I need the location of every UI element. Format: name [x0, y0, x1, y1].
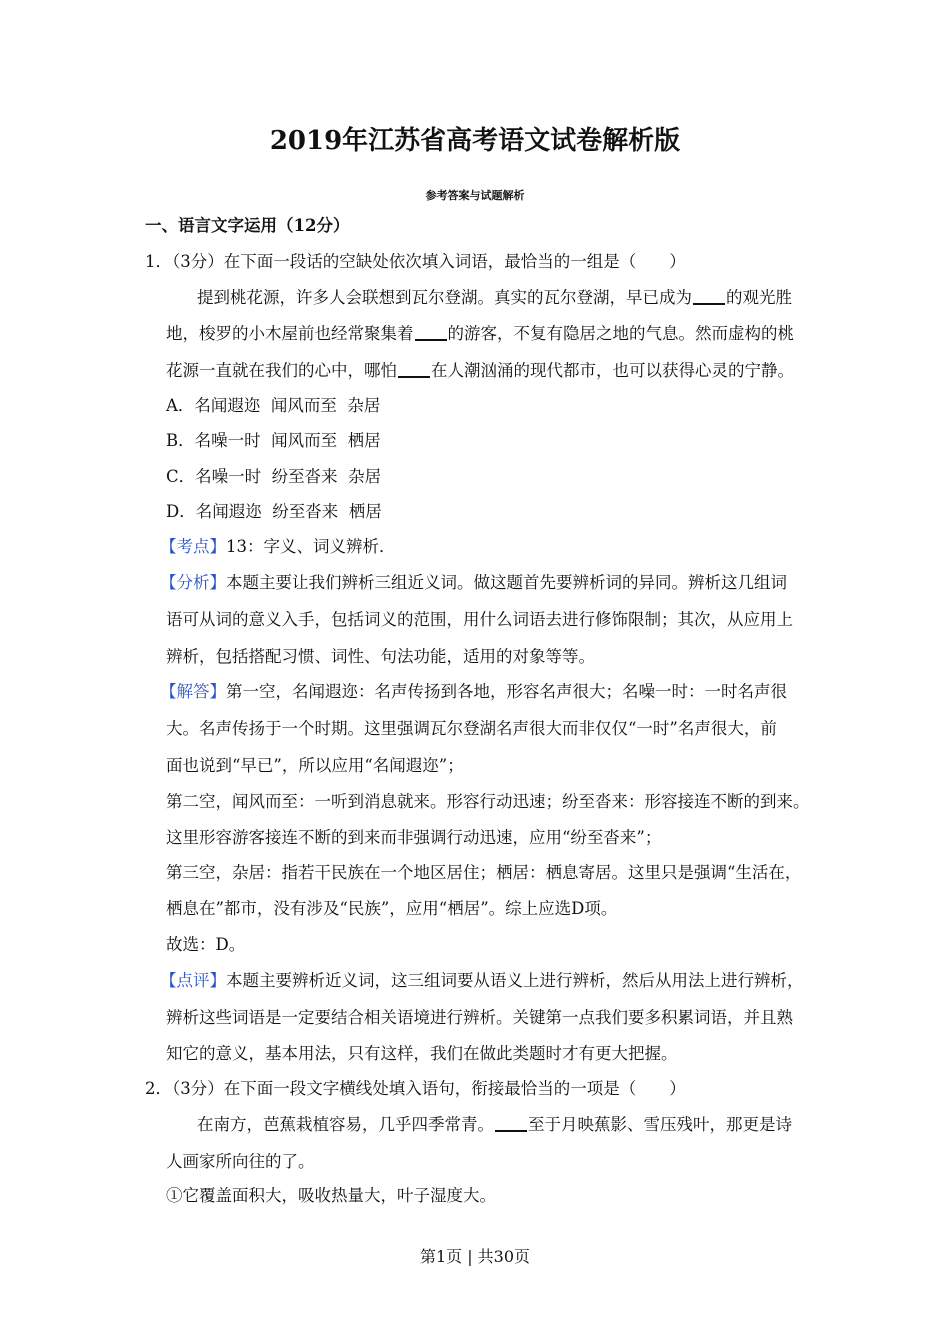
text: 至于月映蕉影、雪压残叶，那更是诗 — [528, 1115, 792, 1134]
jieda-line: 面也说到“早已”，所以应用“名闻遐迩”； — [166, 756, 464, 775]
option-d: D．名闻遐迩 纷至沓来 栖居 — [166, 502, 382, 521]
document-title: 2019年江苏省高考语文试卷解析版 — [269, 126, 681, 156]
fenxi-line: 语可从词的意义入手，包括词义的范围，用什么词语去进行修饰限制；其次，从应用上 — [166, 610, 793, 629]
answer-line: 故选：D。 — [166, 935, 246, 954]
q2-passage-line — [197, 1115, 792, 1135]
fill-blank — [415, 324, 447, 341]
text: 地，梭罗的小木屋前也经常聚集着 — [166, 324, 414, 343]
fill-blank — [495, 1115, 527, 1132]
q2-item-1: ①它覆盖面积大，吸收热量大，叶子湿度大。 — [166, 1186, 496, 1205]
fenxi-label: 【分析】 — [160, 573, 226, 592]
jieda-line: 大。名声传扬于一个时期。这里强调瓦尔登湖名声很大而非仅仅“一时”名声很大，前 — [166, 719, 777, 738]
fill-blank — [398, 361, 430, 378]
question-1-stem: 1．（3分）在下面一段话的空缺处依次填入词语，最恰当的一组是（ ） — [145, 252, 686, 271]
text: 的观光胜 — [726, 288, 792, 307]
q1-passage-line — [166, 361, 794, 381]
dianping-line: 辨析这些词语是一定要结合相关语境进行辨析。关键第一点我们要多积累词语，并且熟 — [166, 1008, 793, 1027]
text: 的游客，不复有隐居之地的气息。然而虚构的桃 — [447, 324, 794, 343]
text: 13：字义、词义辨析． — [226, 537, 396, 556]
page-footer: 第1页 | 共30页 — [419, 1247, 531, 1266]
jieda-line: 这里形容游客接连不断的到来而非强调行动迅速，应用“纷至沓来”； — [166, 828, 662, 847]
dianping-line: 知它的意义，基本用法，只有这样，我们在做此类题时才有更大把握。 — [166, 1044, 678, 1063]
q1-passage-line — [166, 324, 794, 344]
option-a: A．名闻遐迩 闻风而至 杂居 — [166, 396, 381, 415]
text: 提到桃花源，许多人会联想到瓦尔登湖。真实的瓦尔登湖，早已成为 — [197, 288, 692, 307]
document-subtitle: 参考答案与试题解析 — [425, 189, 525, 202]
option-c: C．名噪一时 纷至沓来 杂居 — [166, 467, 382, 486]
jieda — [160, 682, 787, 702]
jieda-line: 栖息在”都市，没有涉及“民族”，应用“栖居”。综上应选D项。 — [166, 899, 618, 918]
text: 在南方，芭蕉栽植容易，几乎四季常青。 — [197, 1115, 494, 1134]
fill-blank — [693, 288, 725, 305]
option-b: B．名噪一时 闻风而至 栖居 — [166, 431, 381, 450]
question-2-stem: 2．（3分）在下面一段文字横线处填入语句，衔接最恰当的一项是（ ） — [145, 1079, 686, 1098]
text: 第一空，名闻遐迩：名声传扬到各地，形容名声很大；名噪一时：一时名声很 — [226, 682, 787, 701]
jieda-line: 第二空，闻风而至：一听到消息就来。形容行动迅速；纷至沓来：形容接连不断的到来。 — [166, 792, 810, 811]
q1-passage-line — [197, 288, 792, 308]
fenxi — [160, 573, 787, 593]
kaodian — [160, 537, 396, 557]
text: 在人潮汹涌的现代都市，也可以获得心灵的宁静。 — [431, 361, 794, 380]
text: 花源一直就在我们的心中，哪怕 — [166, 361, 397, 380]
dianping-label: 【点评】 — [160, 971, 226, 990]
text: 本题主要让我们辨析三组近义词。做这题首先要辨析词的异同。辨析这几组词 — [226, 573, 787, 592]
q2-passage-line: 人画家所向往的了。 — [166, 1152, 315, 1171]
jieda-label: 【解答】 — [160, 682, 226, 701]
section-heading: 一、语言文字运用（12分） — [145, 216, 350, 235]
jieda-line: 第三空，杂居：指若干民族在一个地区居住；栖居：栖息寄居。这里只是强调“生活在， — [166, 863, 802, 882]
kaodian-label: 【考点】 — [160, 537, 226, 556]
fenxi-line: 辨析，包括搭配习惯、词性、句法功能，适用的对象等等。 — [166, 647, 595, 666]
dianping — [160, 971, 804, 991]
text: 本题主要辨析近义词，这三组词要从语义上进行辨析，然后从用法上进行辨析， — [226, 971, 804, 990]
